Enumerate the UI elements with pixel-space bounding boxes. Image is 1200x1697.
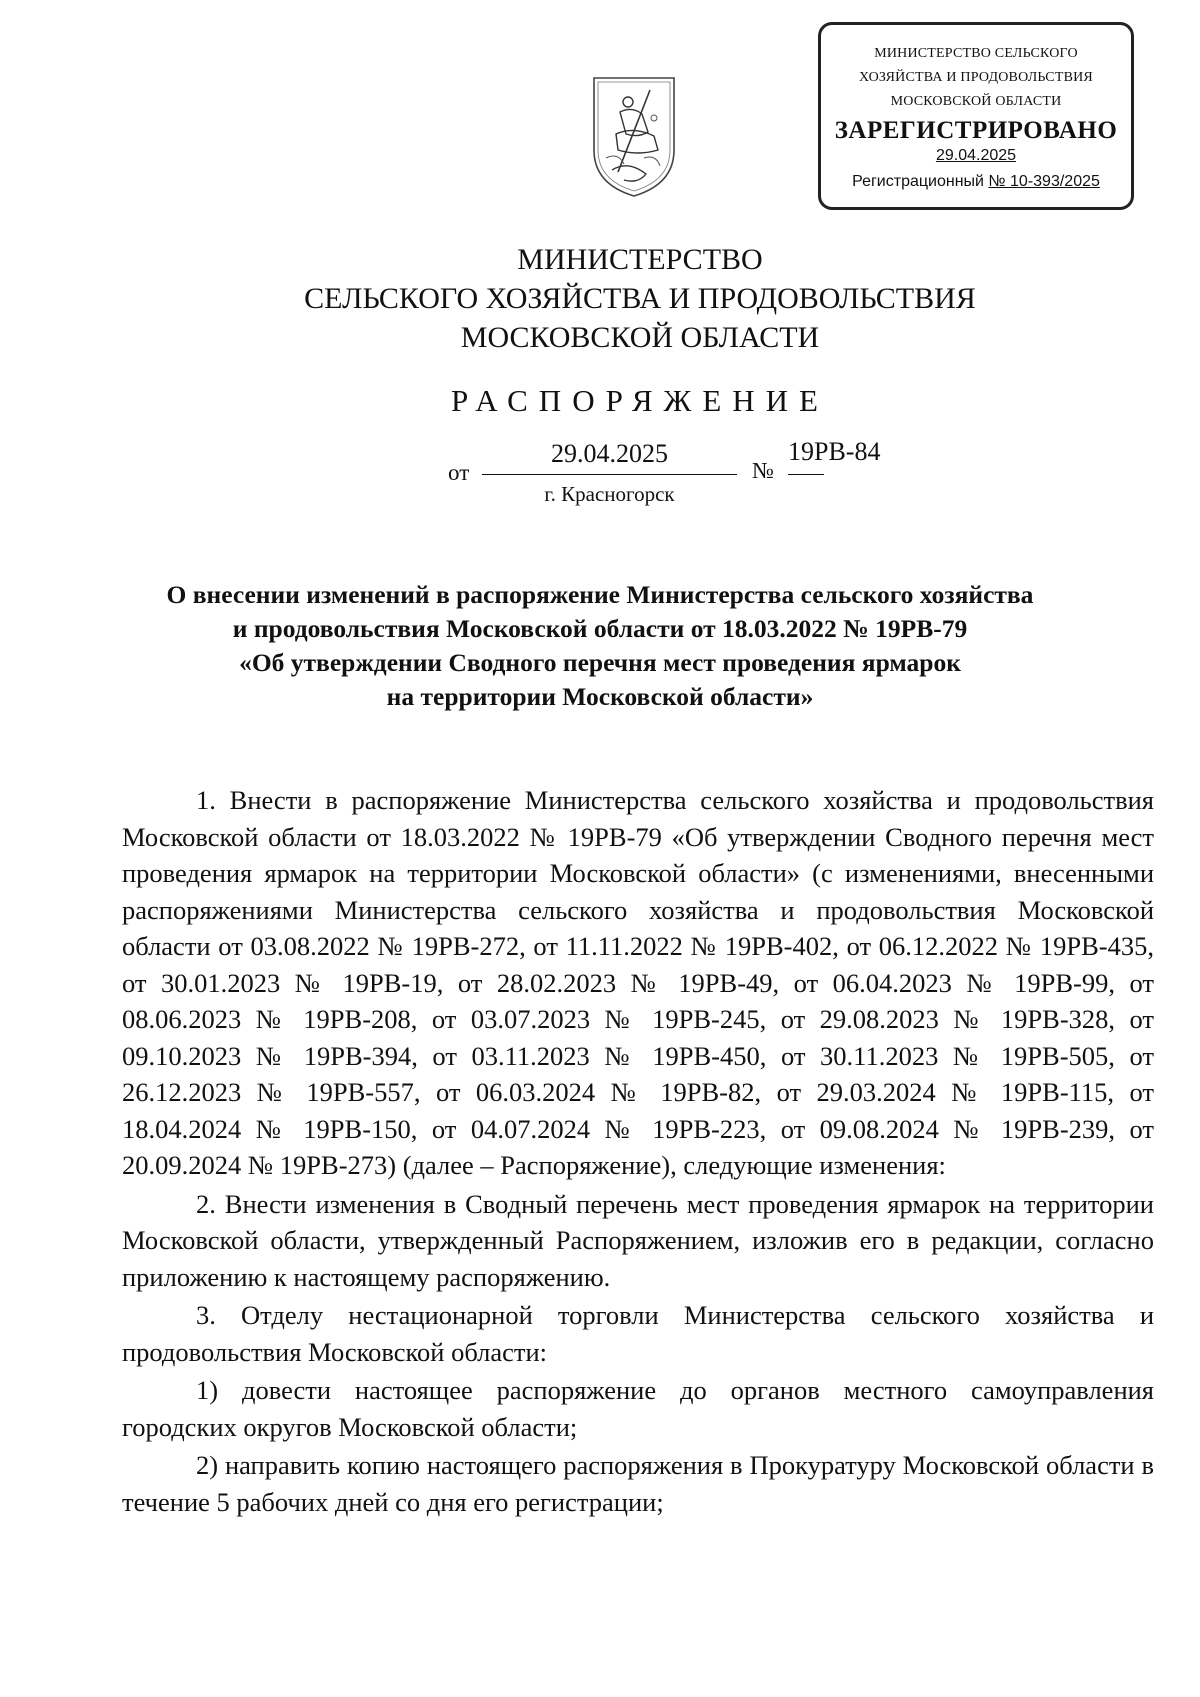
- body-paragraph: 2) направить копию настоящего распоряжения в Прокуратуру Московской области в течение 5 рабочих дней со дня его регистрации;: [122, 1450, 1154, 1517]
- document-title: [130, 578, 1070, 714]
- body-paragraph: 1) довести настоящее распоряжение до органов местного самоуправления городских округов Московской области;: [122, 1375, 1154, 1442]
- title-line: и продовольствия Московской области от 18.03.2022 № 19РВ-79: [232, 614, 968, 643]
- body-paragraph: 2. Внести изменения в Сводный перечень мест проведения ярмарок на территории Московской области, утвержденный Распоряжением, изложив его в редакции, согласно приложению к настоящему распоряжению.: [122, 1188, 1154, 1292]
- stamp-date: 29.04.2025: [935, 147, 1017, 164]
- document-date: 29.04.2025: [482, 440, 737, 475]
- stamp-registration-number: [821, 173, 1131, 191]
- number-label: №: [752, 458, 774, 483]
- stamp-status: ЗАРЕГИСТРИРОВАНО: [834, 117, 1118, 144]
- body-paragraph: 1. Внести в распоряжение Министерства сельского хозяйства и продовольствия Московской области от 18.03.2022 № 19РВ-79 «Об утверждении Сводного перечня мест проведения ярмарок на территории Московской области» (с изменениями, внесенными распоряжениями Министерства сельского хозяйства и продовольствия Московской области от 03.08.2022 № 19РВ-272, от 11.11.2022 № 19РВ-402, от 06.12.2022 № 19РВ-435, от 30.01.2023 № 19РВ-19, от 28.02.2023 № 19РВ-49, от 06.04.2023 № 19РВ-99, от 08.06.2023 № 19РВ-208, от 03.07.2023 № 19РВ-245, от 29.08.2023 № 19РВ-328, от 09.10.2023 № 19РВ-394, от 03.11.2023 № 19РВ-450, от 30.11.2023 № 19РВ-505, от 26.12.2023 № 19РВ-557, от 06.03.2024 № 19РВ-82, от 29.03.2024 № 19РВ-115, от 18.04.2024 № 19РВ-150, от 04.07.2024 № 19РВ-223, от 09.08.2024 № 19РВ-239, от 20.09.2024 № 19РВ-273) (далее – Распоряжение), следующие изменения:: [122, 785, 1154, 1180]
- stamp-org-line: МОСКОВСКОЙ ОБЛАСТИ: [890, 94, 1062, 109]
- stamp-organization: [821, 41, 1131, 113]
- registration-stamp: [818, 22, 1134, 210]
- ministry-line: МОСКОВСКОЙ ОБЛАСТИ: [460, 321, 820, 354]
- document-type: РАСПОРЯЖЕНИЕ: [451, 383, 829, 418]
- title-line: на территории Московской области»: [386, 682, 814, 711]
- ministry-line: МИНИСТЕРСТВО: [517, 243, 763, 276]
- from-label: от: [448, 460, 470, 485]
- document-number: 19РВ-84: [788, 438, 824, 475]
- document-city: г. Красногорск: [544, 482, 675, 506]
- stamp-reg-label: Регистрационный: [852, 173, 984, 190]
- body-paragraph: 3. Отделу нестационарной торговли Министерства сельского хозяйства и продовольствия Московской области:: [122, 1300, 1154, 1367]
- ministry-name: [200, 240, 1080, 357]
- title-line: «Об утверждении Сводного перечня мест проведения ярмарок: [239, 648, 961, 677]
- stamp-org-line: МИНИСТЕРСТВО СЕЛЬСКОГО: [874, 46, 1078, 61]
- stamp-reg-number: № 10-393/2025: [988, 173, 1100, 190]
- date-number-line: [0, 437, 1200, 510]
- ministry-line: СЕЛЬСКОГО ХОЗЯЙСТВА И ПРОДОВОЛЬСТВИЯ: [304, 282, 976, 315]
- title-line: О внесении изменений в распоряжение Министерства сельского хозяйства: [166, 580, 1034, 609]
- stamp-org-line: ХОЗЯЙСТВА И ПРОДОВОЛЬСТВИЯ: [859, 70, 1093, 85]
- coat-of-arms-emblem: [588, 72, 680, 202]
- document-body: [122, 782, 1154, 1522]
